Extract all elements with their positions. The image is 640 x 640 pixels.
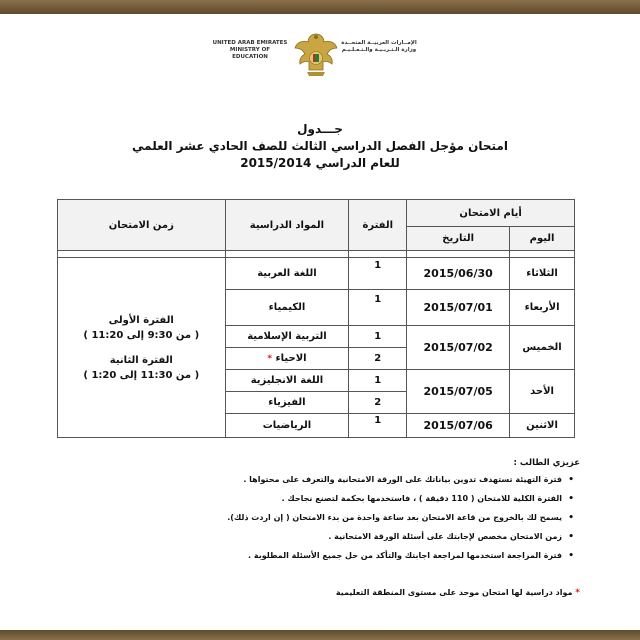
subject-cell: التربية الإسلامية — [225, 326, 349, 348]
date-cell: 2015/07/02 — [407, 326, 510, 370]
frame-top-edge — [0, 0, 640, 14]
subject-cell: الرياضيات — [225, 414, 349, 438]
ministry-en-line1: UNITED ARAB EMIRATES — [212, 40, 288, 46]
header-subjects: المواد الدراسية — [225, 200, 349, 251]
period-cell: 1 — [349, 326, 407, 348]
period-2-label: الفترة الثانية — [109, 354, 173, 366]
student-notes — [150, 458, 580, 569]
period-cell: 2 — [349, 348, 407, 370]
exam-time-cell — [58, 258, 226, 438]
title-line-2: امتحان مؤجل الفصل الدراسي الثالث للصف الحادي عشر العلمي — [132, 139, 508, 153]
ministry-ar-line1: الإمــارات العربيــة المتحــدة — [341, 40, 417, 46]
notes-list — [150, 474, 580, 562]
period-1-label: الفترة الأولى — [108, 314, 174, 326]
subject-cell: اللغة العربية — [225, 258, 349, 290]
period-cell: 1 — [349, 258, 407, 290]
list-item: • زمن الامتحان مخصص لإجابتك على أسئلة الورقة الامتحانية . — [150, 531, 562, 543]
date-cell: 2015/07/06 — [407, 414, 510, 438]
star-icon: * — [267, 354, 273, 364]
frame-bottom-edge — [0, 630, 640, 640]
ministry-ar-line2: وزارة الـتـربـيـة والـتـعـلـيـم — [341, 47, 417, 53]
header-date: التاريخ — [407, 227, 510, 251]
ministry-name-english — [212, 40, 288, 61]
day-cell: الثلاثاء — [510, 258, 575, 290]
star-icon: * — [575, 588, 580, 598]
title-line-1: جـــدول — [297, 122, 343, 136]
header-exam-days: أيام الامتحان — [407, 200, 575, 227]
subject-cell: اللغة الانجليزية — [225, 370, 349, 392]
day-cell: الأربعاء — [510, 290, 575, 326]
period-cell: 1 — [349, 370, 407, 392]
header-period: الفترة — [349, 200, 407, 251]
header-exam-time: زمن الامتحان — [58, 200, 226, 251]
footnote-text: مواد دراسية لها امتحان موحد على مستوى المنطقة التعليمية — [335, 588, 573, 597]
list-item: • يسمح لك بالخروج من قاعة الامتحان بعد ساعة واحدة من بدء الامتحان ( إن اردت ذلك). — [150, 512, 562, 524]
period-cell: 2 — [349, 392, 407, 414]
ministry-name-arabic — [336, 40, 422, 54]
period-2-time: ( من 11:30 إلى 1:20 ) — [83, 369, 200, 381]
date-cell: 2015/07/05 — [407, 370, 510, 414]
list-item: • فترة التهيئة تستهدف تدوين بياناتك على الورقة الامتحانية والتعرف على محتواها . — [150, 474, 562, 486]
period-cell: 1 — [349, 290, 407, 326]
table-row — [58, 258, 575, 290]
subject-cell: الفيزياء — [225, 392, 349, 414]
notes-greeting: عزيزي الطالب : — [513, 458, 580, 468]
period-1-time: ( من 9:30 إلى 11:20 ) — [83, 329, 200, 341]
subject-cell: الكيمياء — [225, 290, 349, 326]
subject-biology: الاحياء — [275, 353, 307, 364]
title-line-3: للعام الدراسي 2015/2014 — [240, 156, 400, 170]
uae-falcon-emblem-icon — [293, 28, 339, 80]
date-cell: 2015/07/01 — [407, 290, 510, 326]
day-cell: الاثنين — [510, 414, 575, 438]
list-item: • فترة المراجعة استخدمها لمراجعة اجابتك والتأكد من حل جميع الأسئلة المطلوبة . — [150, 550, 562, 562]
day-cell: الأحد — [510, 370, 575, 414]
footnote — [180, 588, 580, 598]
day-cell: الخميس — [510, 326, 575, 370]
ministry-en-line2: MINISTRY OF EDUCATION — [229, 47, 271, 60]
header-day: اليوم — [510, 227, 575, 251]
subject-cell — [225, 348, 349, 370]
exam-schedule-table — [57, 199, 575, 438]
list-item: • الفترة الكلية للامتحان ( 110 دقيقة ) ، فاستخدمها بحكمة لتصنع نجاحك . — [150, 493, 562, 505]
date-cell: 2015/06/30 — [407, 258, 510, 290]
period-cell: 1 — [349, 414, 407, 438]
document-title — [120, 120, 520, 172]
